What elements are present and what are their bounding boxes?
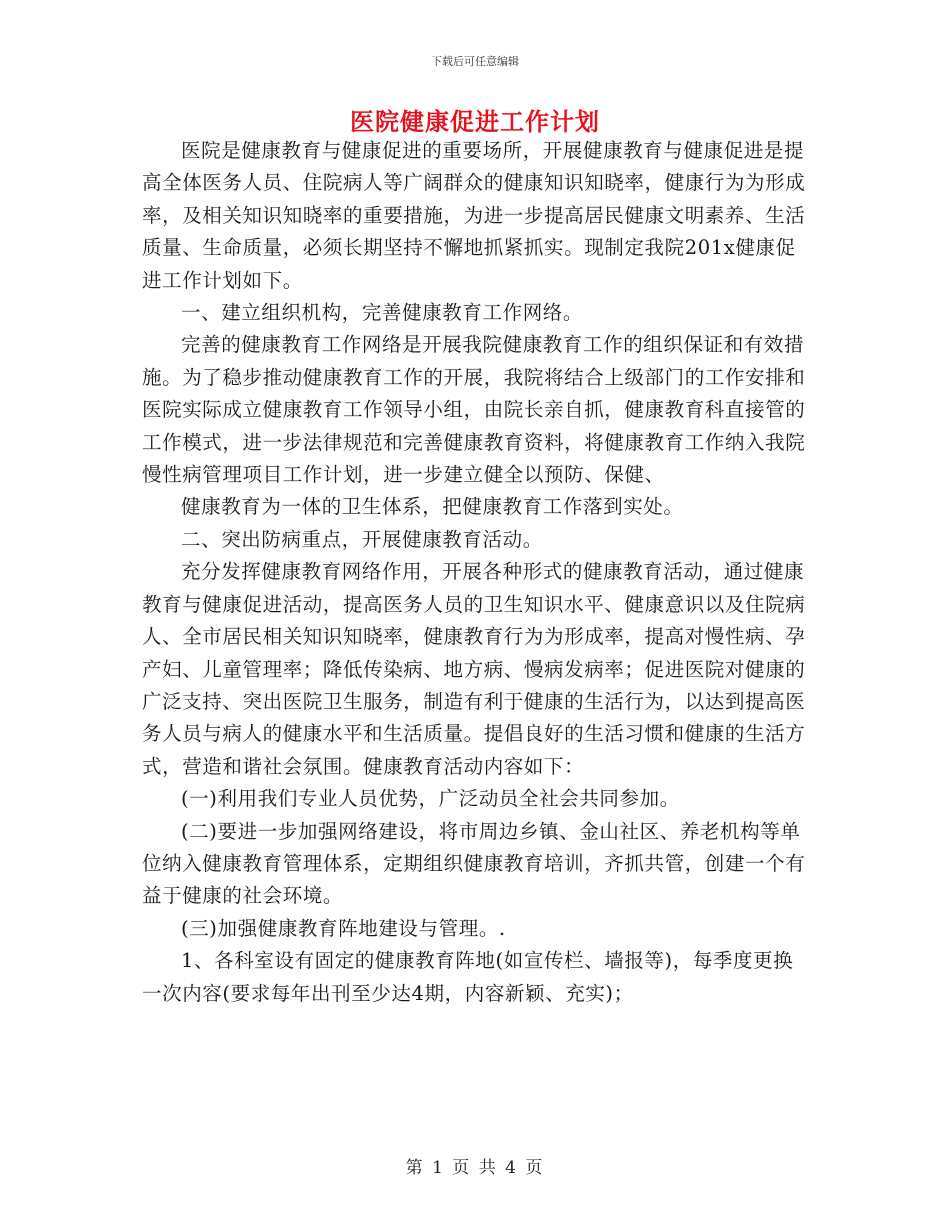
paragraph-intro: 医院是健康教育与健康促进的重要场所，开展健康教育与健康促进是提高全体医务人员、住院病人等广阔群众的健康知识知晓率，健康行为为形成率，及相关知识知晓率的重要措施，为进一步提高居民健康文明素养、生活质量、生命质量，必须长期坚持不懈地抓紧抓实。现制定我院201x健康促进工作计划如下。 xyxy=(142,139,806,292)
sub-item-1: 1、各科室设有固定的健康教育阵地(如宣传栏、墙报等)，每季度更换一次内容(要求每年出刊至少达4期，内容新颖、充实)； xyxy=(142,949,794,1005)
list-item-1: (一)利用我们专业人员优势，广泛动员全社会共同参加。 xyxy=(181,787,680,811)
paragraph-activities: 充分发挥健康教育网络作用，开展各种形式的健康教育活动，通过健康教育与健康促进活动，提高医务人员的卫生知识水平、健康意识以及住院病人、全市居民相关知识知晓率，健康教育行为为形成率，提高对慢性病、孕产妇、儿童管理率；降低传染病、地方病、慢病发病率；促进医院对健康的广泛支持、突出医院卫生服务，制造有利于健康的生活行为，以达到提高医务人员与病人的健康水平和生活质量。提倡良好的生活习惯和健康的生活方式，营造和谐社会氛围。健康教育活动内容如下： xyxy=(142,560,806,778)
document-title: 医院健康促进工作计划 xyxy=(350,107,600,136)
page-footer: 第 1 页 共 4 页 xyxy=(405,1158,545,1178)
list-item-3: (三)加强健康教育阵地建设与管理。. xyxy=(181,916,506,940)
list-item-2: (二)要进一步加强网络建设，将市周边乡镇、金山社区、养老机构等单位纳入健康教育管理体系，定期组织健康教育培训，齐抓共管，创建一个有益于健康的社会环境。 xyxy=(142,819,806,908)
document-body xyxy=(142,135,812,1010)
paragraph-health-system: 健康教育为一体的卫生体系，把健康教育工作落到实处。 xyxy=(181,495,684,519)
section-heading-1: 一、建立组织机构，完善健康教育工作网络。 xyxy=(181,301,584,325)
section-heading-2: 二、突出防病重点，开展健康教育活动。 xyxy=(181,527,543,551)
header-note: 下载后可任意编辑 xyxy=(431,55,519,68)
paragraph-network: 完善的健康教育工作网络是开展我院健康教育工作的组织保证和有效措施。为了稳步推动健康教育工作的开展，我院将结合上级部门的工作安排和医院实际成立健康教育工作领导小组，由院长亲自抓，健康教育科直接管的工作模式，进一步法律规范和完善健康教育资料，将健康教育工作纳入我院慢性病管理项目工作计划，进一步建立健全以预防、保健、 xyxy=(142,333,806,487)
